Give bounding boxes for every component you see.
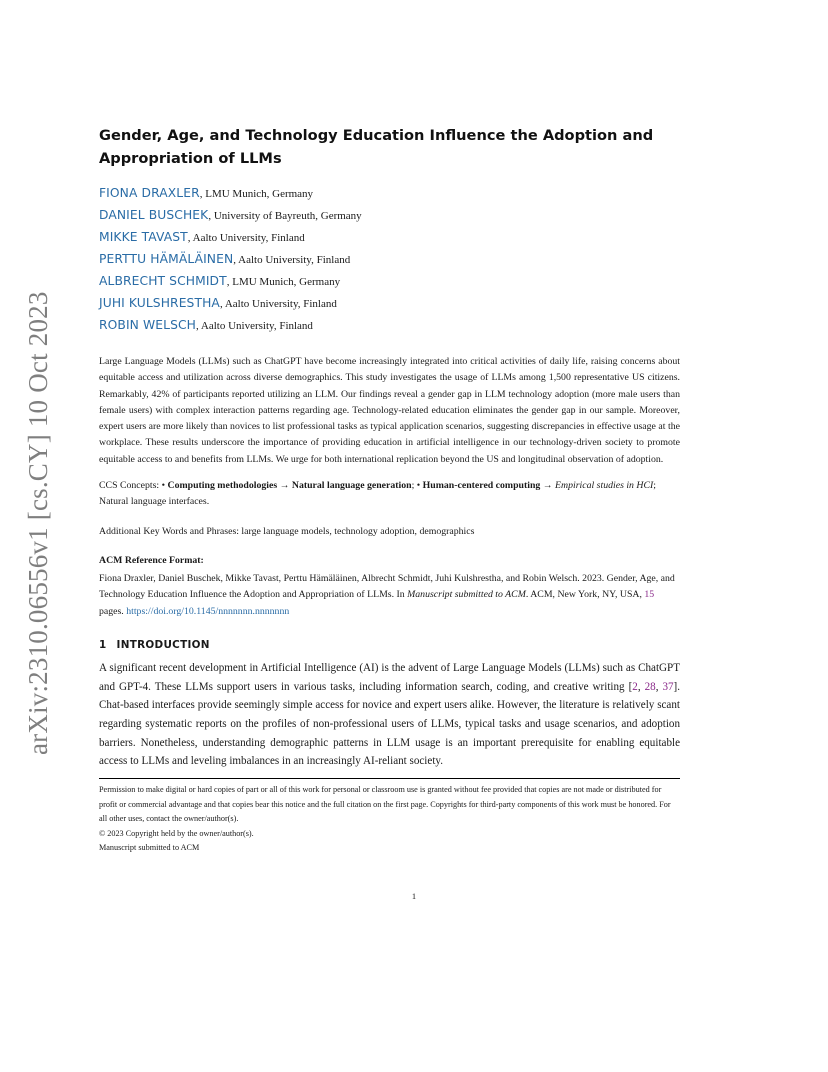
author-affiliation: , Aalto University, Finland [187, 232, 305, 244]
paper-first-page [99, 124, 680, 856]
author-affiliation: , Aalto University, Finland [196, 320, 313, 332]
citation-link[interactable]: 37 [662, 680, 674, 693]
copyright-notice: © 2023 Copyright held by the owner/author(s). [99, 828, 254, 838]
author-name[interactable]: MIKKE TAVAST [99, 230, 188, 244]
author-entry [99, 226, 680, 248]
ccs-subconcept: Empirical studies in HCI [555, 480, 654, 492]
reference-venue: Manuscript submitted to ACM [407, 589, 526, 601]
citation-link[interactable]: 2 [632, 680, 638, 693]
ccs-concept: Human-centered computing [422, 480, 541, 492]
keywords: Additional Key Words and Phrases: large language models, technology adoption, demographics [99, 525, 475, 537]
author-entry [99, 182, 680, 204]
author-name[interactable]: DANIEL BUSCHEK [99, 208, 209, 222]
author-list [99, 182, 680, 336]
intro-text: A significant recent development in Artificial Intelligence (AI) is the advent of Large Language Models (LLMs) such as ChatGPT and GPT-4. These LLMs support users in various tasks, including information search, coding, and creative writing [ [99, 661, 680, 693]
reference-text: . ACM, New York, NY, USA, [525, 589, 645, 601]
author-affiliation: , LMU Munich, Germany [199, 188, 314, 200]
ccs-arrow: → [540, 480, 556, 492]
author-affiliation: , LMU Munich, Germany [226, 276, 341, 288]
section-number: 1 [99, 638, 107, 651]
author-entry [99, 292, 680, 314]
author-entry [99, 248, 680, 270]
abstract: Large Language Models (LLMs) such as ChatGPT have become increasingly integrated into critical activities of daily life, raising concerns about equitable access and utilization across diverse demographics. This study investigates the usage of LLMs among 1,500 representative US citizens. Remarkably, 42% of participants reported utilizing an LLM. Our findings reveal a gender gap in LLM technology adoption (more male users than female users) with complex interaction patterns regarding age. Technology-related education eliminates the gender gap in our sample. Moreover, expert users are more likely than novices to list professional tasks as typical application scenarios, suggesting discrepancies in effective usage at the workplace. These results underscore the importance of providing education in artificial intelligence in our technology-driven society to promote equitable access to and benefits from LLMs. We urge for both international replication beyond the US and longitudinal observation of adoption. [99, 356, 680, 465]
ccs-tail: ; Natural language interfaces. [99, 480, 657, 508]
footnote-divider [99, 778, 680, 779]
citation-link[interactable]: 28 [644, 680, 656, 693]
ccs-label: CCS Concepts: [99, 480, 162, 492]
author-name[interactable]: FIONA DRAXLER [99, 186, 200, 200]
page-number: 1 [411, 891, 417, 901]
author-affiliation: , Aalto University, Finland [233, 254, 351, 266]
author-entry [99, 204, 680, 226]
author-entry [99, 270, 680, 292]
acm-reference [99, 571, 680, 620]
author-name[interactable]: PERTTU HÄMÄLÄINEN [99, 252, 234, 266]
author-affiliation: , University of Bayreuth, Germany [208, 210, 362, 222]
bullet: • [416, 480, 423, 492]
ccs-concept: Computing methodologies → Natural language generation [167, 480, 412, 492]
reference-text: pages. [99, 605, 127, 617]
ccs-separator: ; [411, 480, 417, 492]
introduction-paragraph [99, 659, 680, 771]
ccs-concepts [99, 478, 680, 511]
citation-sep: , [637, 680, 645, 693]
submission-notice: Manuscript submitted to ACM [99, 843, 200, 853]
page-count-link[interactable]: 15 [644, 589, 655, 601]
author-name[interactable]: ALBRECHT SCHMIDT [99, 274, 227, 288]
reference-text: Fiona Draxler, Daniel Buschek, Mikke Tavast, Perttu Hämäläinen, Albrecht Schmidt, Juhi Kulshrestha, and Robin Welsch. 2023. Gender, Age, and Technology Education Influence the Adoption and Appropriation of LLMs. In [99, 572, 675, 601]
acm-reference-heading: ACM Reference Format: [99, 554, 204, 566]
author-name[interactable]: JUHI KULSHRESTHA [99, 296, 220, 310]
intro-text: ]. Chat-based interfaces provide seemingly simple access for novice and expert users alike. However, the literature is relatively scant regarding systematic reports on the profiles of non-professional users of LLMs, typical tasks and usage scenarios, and adoption barriers. Nonetheless, understanding demographic patterns in LLM usage is an important prerequisite for enabling equitable access to LLMs and leveling imbalances in an increasingly AI-reliant society. [99, 680, 681, 768]
section-title: INTRODUCTION [116, 638, 210, 651]
author-affiliation: , Aalto University, Finland [219, 298, 337, 310]
permission-notice: Permission to make digital or hard copies of part or all of this work for personal or classroom use is granted without fee provided that copies are not made or distributed for profit or commercial advantage and that copies bear this notice and the full citation on the first page. Copyrights for third-party components of this work must be honored. For all other uses, contact the owner/author(s). [99, 785, 671, 824]
paper-title: Gender, Age, and Technology Education Influence the Adoption and Appropriation of LLMs [99, 127, 654, 167]
section-heading [99, 637, 680, 653]
arxiv-identifier: arXiv:2310.06556v1 [cs.CY] 10 Oct 2023 [23, 291, 53, 755]
citation-sep: , [655, 680, 663, 693]
author-name[interactable]: ROBIN WELSCH [99, 318, 197, 332]
footnote [99, 783, 680, 856]
author-entry [99, 314, 680, 336]
doi-link[interactable]: https://doi.org/10.1145/nnnnnnn.nnnnnnn [126, 605, 290, 617]
bullet: • [161, 480, 168, 492]
